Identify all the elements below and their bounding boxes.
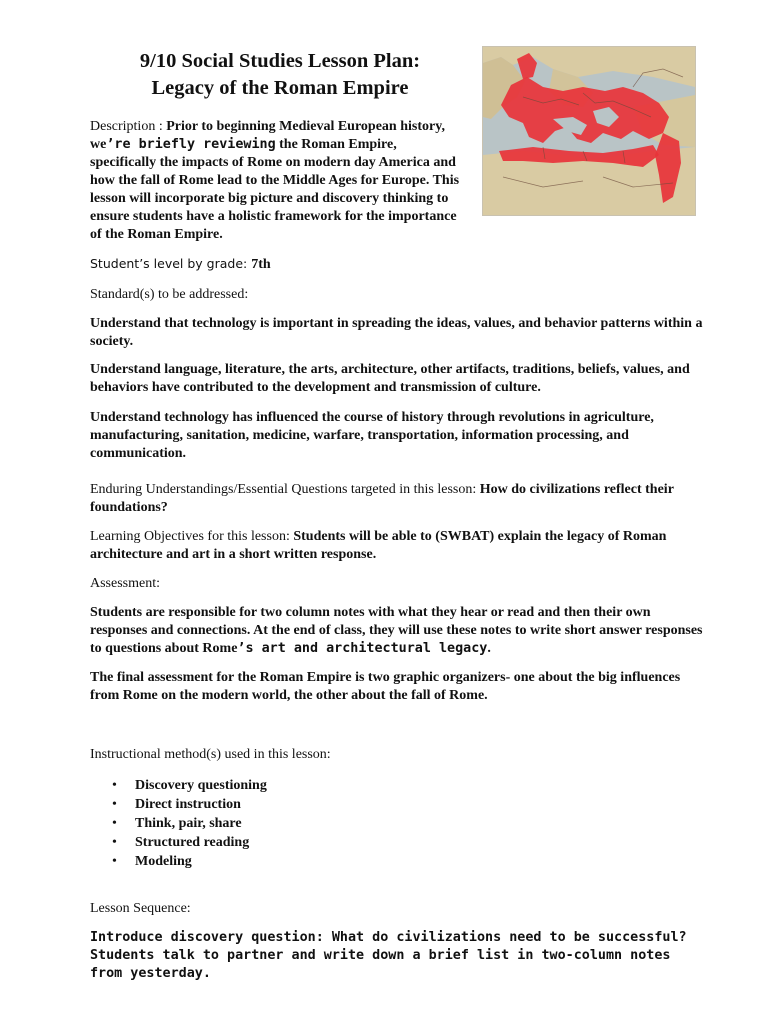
- sequence-heading: Lesson Sequence:: [90, 901, 191, 916]
- grade-level: [90, 255, 271, 274]
- bullet-icon: •: [112, 797, 117, 812]
- bullet-icon: •: [112, 854, 117, 869]
- methods-list: [90, 776, 267, 871]
- roman-empire-map-image: [482, 46, 696, 216]
- bullet-icon: •: [112, 778, 117, 793]
- title-line-1: 9/10 Social Studies Lesson Plan:: [139, 50, 421, 72]
- sequence-text: Introduce discovery question: What do civilizations need to be successful? Students talk to partner and write down a brief list in two-column notes from yesterday.: [90, 930, 687, 981]
- list-item: [90, 795, 267, 814]
- method-label: Direct instruction: [135, 797, 241, 812]
- description-label: Description :: [90, 119, 167, 134]
- method-label: Think, pair, share: [135, 816, 242, 831]
- methods-heading: Instructional method(s) used in this lesson:: [90, 747, 331, 762]
- standard-item-1: Understand that technology is important in spreading the ideas, values, and behavior patterns within a society.: [90, 316, 703, 349]
- assessment-heading: Assessment:: [90, 576, 160, 591]
- list-item: [90, 814, 267, 833]
- objectives-value: Students will be able to (SWBAT) explain the legacy of Roman architecture and art in a short written response.: [90, 529, 667, 562]
- learning-objectives: [90, 528, 710, 564]
- title-line-2: Legacy of the Roman Empire: [151, 77, 409, 99]
- method-label: Modeling: [135, 854, 192, 869]
- assessment-paragraph-2: The final assessment for the Roman Empire is two graphic organizers- one about the big influences from Rome on the modern world, the other about the fall of Rome.: [90, 670, 681, 703]
- assessment-paragraph-1: [90, 604, 710, 658]
- enduring-label: Enduring Understandings/Essential Questions targeted in this lesson:: [90, 482, 480, 497]
- method-label: Discovery questioning: [135, 778, 267, 793]
- list-item: [90, 852, 267, 871]
- assessment-p1-c: .: [487, 641, 491, 656]
- method-label: Structured reading: [135, 835, 250, 850]
- objectives-label: Learning Objectives for this lesson:: [90, 529, 294, 544]
- standard-item-2: Understand language, literature, the arts, architecture, other artifacts, traditions, beliefs, values, and behaviors have contributed to the development and transmission of culture.: [90, 362, 690, 395]
- bullet-icon: •: [112, 816, 117, 831]
- standard-item-3: Understand technology has influenced the course of history through revolutions in agriculture, manufacturing, sanitation, medicine, warfare, transportation, information processing, and communication.: [90, 410, 654, 461]
- assessment-p1-a: Students are responsible for two column notes with what they hear or read and then their own responses and connections. At the end of class, they will use these notes to write short answer responses to questions about Rome: [90, 605, 703, 656]
- assessment-p1-b: ’s art and architectural legacy: [237, 641, 488, 656]
- enduring-understandings: [90, 481, 710, 517]
- description-text-c: the Roman Empire, specifically the impacts of Rome on modern day America and how the fall of Rome lead to the Middle Ages for Europe. This lesson will incorporate big picture and discovery thinking to ensure students have a holistic framework for the importance of the Roman Empire.: [90, 137, 460, 242]
- standards-heading: Standard(s) to be addressed:: [90, 287, 249, 302]
- grade-value: 7th: [251, 257, 271, 272]
- enduring-question: How do civilizations reflect their foundations?: [90, 482, 674, 515]
- description-text-b: ’re briefly reviewing: [106, 137, 276, 152]
- list-item: [90, 833, 267, 852]
- list-item: [90, 776, 267, 795]
- description-text-a: Prior to beginning Medieval European history, we: [90, 119, 445, 152]
- grade-label: Student’s level by grade:: [90, 256, 252, 271]
- description-paragraph: [90, 118, 466, 244]
- page-title: [108, 48, 452, 102]
- bullet-icon: •: [112, 835, 117, 850]
